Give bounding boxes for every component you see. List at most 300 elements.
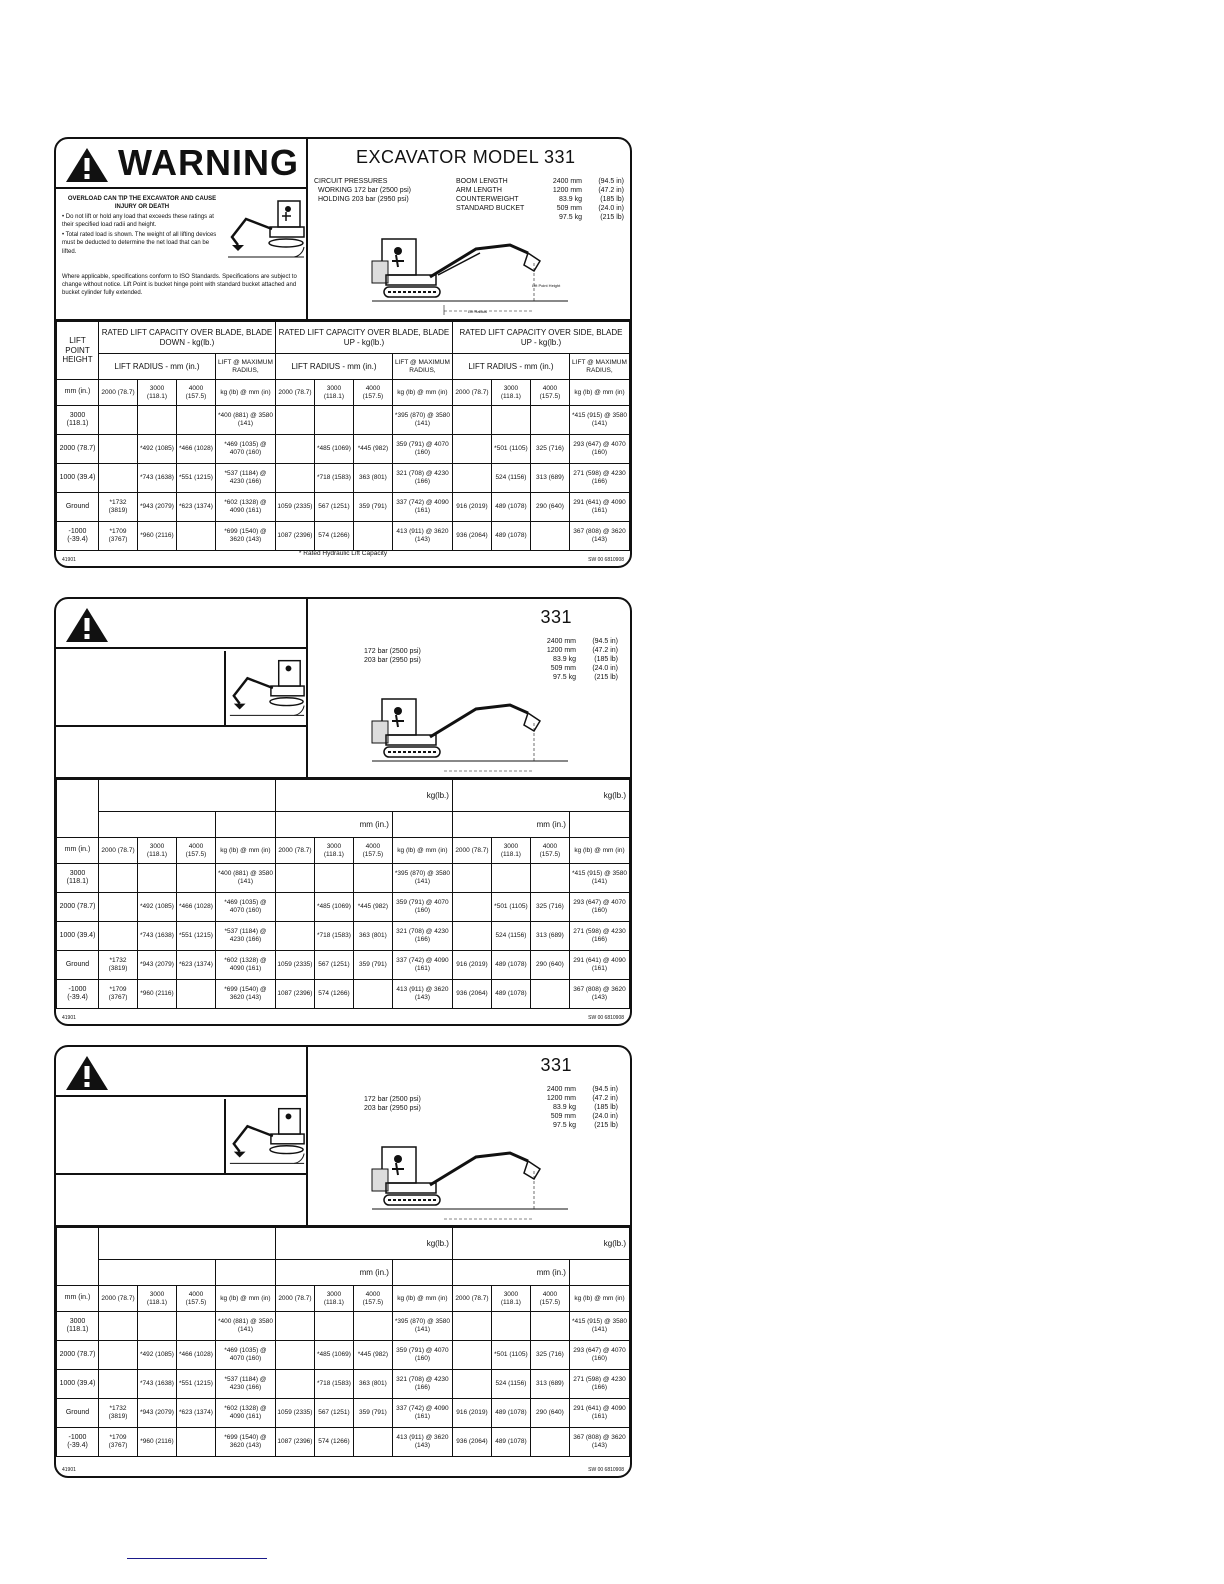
unit-cell: 2000 (78.7) <box>452 1286 491 1312</box>
lift-max-radius-header <box>215 1260 275 1286</box>
excavator-diagram <box>368 231 574 317</box>
capacity-cell: 574 (1266) <box>314 1428 353 1457</box>
spec-imperial: (94.5 in) <box>592 638 618 645</box>
group-header-over-side: kg(lb.) <box>452 1228 629 1260</box>
capacity-cell: *718 (1583) <box>314 464 353 493</box>
group-header-blade-down: RATED LIFT CAPACITY OVER BLADE, BLADE DOWN - kg(lb.) <box>99 322 276 354</box>
part-code-left: 41901 <box>62 1467 76 1473</box>
capacity-cell: *469 (1035) @ 4070 (160) <box>215 435 275 464</box>
capacity-cell <box>452 406 491 435</box>
warning-banner <box>56 1047 306 1097</box>
capacity-cell: 359 (791) <box>353 1399 392 1428</box>
spec-imperial: (185 lb) <box>594 656 618 664</box>
height-cell: 3000 (118.1) <box>57 1312 99 1341</box>
unit-cell: 3000 (118.1) <box>491 1286 530 1312</box>
iso-notice: Where applicable, specifications conform to ISO Standards. Specifications are subject to change without notice. Lift Point is bucket hinge point with standard bucket attached and bucket cylinder fully extended. <box>62 274 297 297</box>
model-number: 331 <box>540 1055 572 1075</box>
capacity-cell <box>99 893 138 922</box>
lift-point-height-label: Lift Point Height <box>532 283 561 288</box>
capacity-cell: *445 (982) <box>353 893 392 922</box>
lift-radius-header: LIFT RADIUS - mm (in.) <box>275 354 392 380</box>
capacity-cell: *1732 (3819) <box>99 951 138 980</box>
blank-divider <box>56 725 306 727</box>
circuit-pressures <box>314 177 411 204</box>
capacity-cell: 567 (1251) <box>314 493 353 522</box>
excavator-diagram <box>368 691 574 777</box>
capacity-cell: *469 (1035) @ 4070 (160) <box>215 893 275 922</box>
capacity-cell: *537 (1184) @ 4230 (166) <box>215 464 275 493</box>
capacity-cell <box>530 864 569 893</box>
capacity-cell: 359 (791) <box>353 493 392 522</box>
spec-metric: 1200 mm <box>546 1095 576 1103</box>
warning-panel <box>56 599 308 777</box>
capacity-cell: *602 (1328) @ 4090 (161) <box>215 951 275 980</box>
lift-point-height-header <box>57 780 99 838</box>
capacity-cell: 489 (1078) <box>491 522 530 551</box>
circuit-pressures-heading: CIRCUIT PRESSURES <box>314 178 388 185</box>
height-cell: 3000 (118.1) <box>57 864 99 893</box>
decal-footer <box>62 1011 624 1021</box>
capacity-cell: 413 (911) @ 3620 (143) <box>392 1428 452 1457</box>
table-row <box>57 1399 630 1428</box>
spec-imperial: (47.2 in) <box>598 187 624 195</box>
height-unit-cell: mm (in.) <box>57 380 99 406</box>
height-cell: Ground <box>57 951 99 980</box>
decal-header <box>56 139 630 321</box>
capacity-cell: 337 (742) @ 4090 (161) <box>392 951 452 980</box>
height-cell: 2000 (78.7) <box>57 435 99 464</box>
spec-imperial: (24.0 in) <box>592 1113 618 1121</box>
spec-metric: 83.9 kg <box>553 656 576 664</box>
table-row <box>57 435 630 464</box>
capacity-cell: *743 (1638) <box>137 922 176 951</box>
part-code-right: SW 00 6810908 <box>588 1015 624 1021</box>
warning-panel <box>56 139 308 319</box>
capacity-cell <box>452 435 491 464</box>
lift-radius-header: mm (in.) <box>275 1260 392 1286</box>
spec-label: COUNTERWEIGHT <box>456 196 519 204</box>
capacity-cell: 524 (1156) <box>491 1370 530 1399</box>
unit-cell: 2000 (78.7) <box>275 838 314 864</box>
capacity-cell: 1059 (2335) <box>275 951 314 980</box>
capacity-cell: *1709 (3767) <box>99 980 138 1009</box>
capacity-cell: 271 (598) @ 4230 (166) <box>569 464 629 493</box>
capacity-cell <box>99 435 138 464</box>
decal-header <box>56 599 630 779</box>
capacity-cell: *960 (2116) <box>137 980 176 1009</box>
capacity-cell <box>314 864 353 893</box>
unit-cell: 2000 (78.7) <box>452 838 491 864</box>
capacity-cell: 574 (1266) <box>314 980 353 1009</box>
group-header-over-side: RATED LIFT CAPACITY OVER SIDE, BLADE UP - kg(lb.) <box>452 322 629 354</box>
warning-word: WARNING <box>118 142 299 183</box>
part-code-right: SW 00 6810908 <box>588 557 624 563</box>
capacity-cell: *400 (881) @ 3580 (141) <box>215 864 275 893</box>
capacity-cell <box>452 464 491 493</box>
height-cell: -1000 (-39.4) <box>57 1428 99 1457</box>
capacity-cell: *485 (1069) <box>314 893 353 922</box>
group-header-blade-up: kg(lb.) <box>275 780 452 812</box>
capacity-cell: 489 (1078) <box>491 493 530 522</box>
capacity-cell: *485 (1069) <box>314 435 353 464</box>
overload-heading: OVERLOAD CAN TIP THE EXCAVATOR AND CAUSE INJURY OR DEATH <box>67 196 217 211</box>
capacity-cell <box>353 864 392 893</box>
lift-radius-header: mm (in.) <box>275 812 392 838</box>
warning-triangle-icon <box>64 146 110 184</box>
unit-cell: kg (lb) @ mm (in) <box>392 838 452 864</box>
capacity-cell: *743 (1638) <box>137 1370 176 1399</box>
group-header-blade-down <box>99 780 276 812</box>
spec-label: ARM LENGTH <box>456 187 502 195</box>
blank-divider <box>56 1173 306 1175</box>
capacity-cell: 489 (1078) <box>491 1428 530 1457</box>
capacity-cell: *501 (1105) <box>491 435 530 464</box>
unit-cell: 4000 (157.5) <box>176 1286 215 1312</box>
lift-radius-header <box>99 812 216 838</box>
capacity-cell: 321 (708) @ 4230 (166) <box>392 922 452 951</box>
height-cell: Ground <box>57 493 99 522</box>
capacity-cell <box>275 406 314 435</box>
capacity-cell: 313 (689) <box>530 1370 569 1399</box>
capacity-cell: *602 (1328) @ 4090 (161) <box>215 1399 275 1428</box>
spec-imperial: (215 lb) <box>594 674 618 682</box>
unit-row <box>57 380 630 406</box>
capacity-cell <box>99 406 138 435</box>
capacity-cell: *466 (1028) <box>176 435 215 464</box>
decal-footer <box>62 550 624 563</box>
capacity-cell: 567 (1251) <box>314 1399 353 1428</box>
unit-cell: 3000 (118.1) <box>314 380 353 406</box>
capacity-cell <box>176 1312 215 1341</box>
capacity-cell <box>275 922 314 951</box>
lift-point-height-header <box>57 1228 99 1286</box>
capacity-cell <box>530 406 569 435</box>
spec-panel <box>310 599 630 777</box>
warning-text <box>62 195 222 256</box>
spec-label: BOOM LENGTH <box>456 178 508 185</box>
capacity-cell <box>314 406 353 435</box>
unit-cell: 4000 (157.5) <box>530 380 569 406</box>
table-row <box>57 980 630 1009</box>
capacity-cell: 916 (2019) <box>452 951 491 980</box>
capacity-cell <box>275 1370 314 1399</box>
capacity-cell: 489 (1078) <box>491 951 530 980</box>
group-header-blade-down <box>99 1228 276 1260</box>
unit-cell: 3000 (118.1) <box>137 838 176 864</box>
lift-radius-header: mm (in.) <box>452 1260 569 1286</box>
group-header-over-side: kg(lb.) <box>452 780 629 812</box>
capacity-cell: 325 (716) <box>530 435 569 464</box>
capacity-cell: *1709 (3767) <box>99 522 138 551</box>
spec-metric: 83.9 kg <box>559 196 582 204</box>
unit-cell: 3000 (118.1) <box>137 380 176 406</box>
warning-banner <box>56 599 306 649</box>
capacity-cell: 413 (911) @ 3620 (143) <box>392 980 452 1009</box>
capacity-cell <box>176 406 215 435</box>
capacity-cell: *445 (982) <box>353 1341 392 1370</box>
spec-imperial: (24.0 in) <box>598 205 624 213</box>
spec-metric: 2400 mm <box>546 1086 576 1093</box>
capacity-cell <box>314 1312 353 1341</box>
capacity-cell: *699 (1540) @ 3620 (143) <box>215 1428 275 1457</box>
capacity-cell: *551 (1215) <box>176 1370 215 1399</box>
capacity-cell: 321 (708) @ 4230 (166) <box>392 1370 452 1399</box>
capacity-cell <box>137 406 176 435</box>
capacity-cell: 1087 (2396) <box>275 522 314 551</box>
lift-max-radius-header: LIFT @ MAXIMUM RADIUS, <box>392 354 452 380</box>
capacity-cell: 293 (647) @ 4070 (160) <box>569 893 629 922</box>
unit-cell: kg (lb) @ mm (in) <box>215 838 275 864</box>
footnote: * Rated Hydraulic Lift Capacity <box>298 550 388 557</box>
unit-cell: 4000 (157.5) <box>353 838 392 864</box>
table-row <box>57 464 630 493</box>
working-pressure: 172 bar (2500 psi) <box>364 1096 421 1103</box>
capacity-cell: *960 (2116) <box>137 1428 176 1457</box>
capacity-cell: *1732 (3819) <box>99 493 138 522</box>
table-row <box>57 1312 630 1341</box>
capacity-cell: 293 (647) @ 4070 (160) <box>569 1341 629 1370</box>
capacity-cell <box>452 1312 491 1341</box>
unit-cell: 2000 (78.7) <box>275 380 314 406</box>
lift-capacity-table <box>56 321 630 551</box>
capacity-cell: *602 (1328) @ 4090 (161) <box>215 493 275 522</box>
dimension-specs <box>456 177 624 222</box>
capacity-cell: 359 (791) @ 4070 (160) <box>392 435 452 464</box>
warning-panel <box>56 1047 308 1225</box>
unit-cell: kg (lb) @ mm (in) <box>569 380 629 406</box>
warning-bullet: • Do not lift or hold any load that exceeds these ratings at their specified load radii and height. <box>62 214 214 229</box>
unit-cell: 3000 (118.1) <box>314 1286 353 1312</box>
capacity-cell <box>452 922 491 951</box>
spec-metric: 2400 mm <box>552 178 582 185</box>
capacity-cell <box>491 1312 530 1341</box>
capacity-cell: *623 (1374) <box>176 493 215 522</box>
capacity-cell: 290 (640) <box>530 1399 569 1428</box>
capacity-cell: *623 (1374) <box>176 951 215 980</box>
unit-cell: 2000 (78.7) <box>99 380 138 406</box>
capacity-cell: *445 (982) <box>353 435 392 464</box>
lift-radius-header: LIFT RADIUS - mm (in.) <box>99 354 216 380</box>
capacity-cell: 936 (2064) <box>452 1428 491 1457</box>
capacity-cell: *492 (1085) <box>137 1341 176 1370</box>
tipping-excavator-icon <box>224 651 308 725</box>
lift-capacity-table <box>56 1227 630 1457</box>
spec-label <box>456 213 540 222</box>
lift-max-radius-header <box>392 812 452 838</box>
tipping-excavator-icon <box>224 1099 308 1173</box>
capacity-cell: *501 (1105) <box>491 1341 530 1370</box>
capacity-cell: 293 (647) @ 4070 (160) <box>569 435 629 464</box>
capacity-cell <box>176 1428 215 1457</box>
table-row <box>57 1428 630 1457</box>
height-cell: 2000 (78.7) <box>57 1341 99 1370</box>
capacity-cell: 290 (640) <box>530 951 569 980</box>
capacity-cell: *395 (870) @ 3580 (141) <box>392 1312 452 1341</box>
table-row <box>57 406 630 435</box>
table-row <box>57 951 630 980</box>
capacity-cell: *551 (1215) <box>176 922 215 951</box>
spec-metric: 1200 mm <box>552 187 582 195</box>
capacity-cell: 363 (801) <box>353 464 392 493</box>
capacity-cell: *466 (1028) <box>176 1341 215 1370</box>
capacity-cell <box>275 893 314 922</box>
capacity-cell: 325 (716) <box>530 1341 569 1370</box>
capacity-cell: *466 (1028) <box>176 893 215 922</box>
warning-triangle-icon <box>64 1054 110 1092</box>
spec-imperial: (185 lb) <box>594 1104 618 1112</box>
spec-metric: 509 mm <box>550 1113 576 1121</box>
capacity-cell: 291 (641) @ 4090 (161) <box>569 1399 629 1428</box>
capacity-cell: *718 (1583) <box>314 1370 353 1399</box>
unit-row <box>57 1286 630 1312</box>
spec-metric: 1200 mm <box>546 647 576 655</box>
capacity-cell <box>353 980 392 1009</box>
capacity-cell: 337 (742) @ 4090 (161) <box>392 1399 452 1428</box>
capacity-cell: *469 (1035) @ 4070 (160) <box>215 1341 275 1370</box>
holding-pressure: 203 bar (2950 psi) <box>364 1105 421 1113</box>
capacity-cell <box>176 980 215 1009</box>
height-cell: 1000 (39.4) <box>57 922 99 951</box>
spec-metric: 509 mm <box>556 205 582 213</box>
unit-cell: 3000 (118.1) <box>491 838 530 864</box>
capacity-cell: 367 (808) @ 3620 (143) <box>569 980 629 1009</box>
spec-imperial: (47.2 in) <box>592 1095 618 1103</box>
unit-cell: 4000 (157.5) <box>530 1286 569 1312</box>
spec-imperial: (94.5 in) <box>598 178 624 185</box>
capacity-cell: 367 (808) @ 3620 (143) <box>569 522 629 551</box>
capacity-cell <box>353 1428 392 1457</box>
capacity-cell: 524 (1156) <box>491 464 530 493</box>
capacity-cell: *395 (870) @ 3580 (141) <box>392 406 452 435</box>
spec-panel <box>310 139 630 319</box>
height-cell: -1000 (-39.4) <box>57 522 99 551</box>
height-cell: 3000 (118.1) <box>57 406 99 435</box>
capacity-cell <box>452 1341 491 1370</box>
capacity-cell: 489 (1078) <box>491 1399 530 1428</box>
capacity-cell: *699 (1540) @ 3620 (143) <box>215 522 275 551</box>
decal-header <box>56 1047 630 1227</box>
unit-cell: 2000 (78.7) <box>99 1286 138 1312</box>
height-unit-cell: mm (in.) <box>57 838 99 864</box>
capacity-cell: 271 (598) @ 4230 (166) <box>569 1370 629 1399</box>
capacity-cell <box>275 864 314 893</box>
unit-cell: 3000 (118.1) <box>137 1286 176 1312</box>
unit-cell: 4000 (157.5) <box>176 380 215 406</box>
unit-cell: 2000 (78.7) <box>99 838 138 864</box>
capacity-cell: *551 (1215) <box>176 464 215 493</box>
height-cell: Ground <box>57 1399 99 1428</box>
capacity-cell: *743 (1638) <box>137 464 176 493</box>
capacity-cell: 916 (2019) <box>452 1399 491 1428</box>
capacity-cell: 567 (1251) <box>314 951 353 980</box>
lift-capacity-table <box>56 779 630 1009</box>
capacity-cell: 325 (716) <box>530 893 569 922</box>
capacity-cell: 363 (801) <box>353 922 392 951</box>
capacity-cell <box>275 1341 314 1370</box>
capacity-cell: *537 (1184) @ 4230 (166) <box>215 922 275 951</box>
capacity-cell <box>99 464 138 493</box>
height-cell: 2000 (78.7) <box>57 893 99 922</box>
capacity-cell <box>452 1370 491 1399</box>
table-row <box>57 893 630 922</box>
spec-imperial: (24.0 in) <box>592 665 618 673</box>
capacity-cell: 291 (641) @ 4090 (161) <box>569 493 629 522</box>
capacity-cell: 936 (2064) <box>452 980 491 1009</box>
decal-footer <box>62 1463 624 1473</box>
tipping-excavator-icon <box>224 193 308 265</box>
excavator-diagram <box>368 1139 574 1225</box>
part-code-left: 41901 <box>62 1015 76 1021</box>
part-code-right: SW 00 6810908 <box>588 1467 624 1473</box>
capacity-cell: 291 (641) @ 4090 (161) <box>569 951 629 980</box>
lift-radius-header: LIFT RADIUS - mm (in.) <box>452 354 569 380</box>
unit-cell: kg (lb) @ mm (in) <box>215 1286 275 1312</box>
warning-decal-blank <box>54 1045 632 1478</box>
capacity-cell: *718 (1583) <box>314 922 353 951</box>
capacity-cell: 359 (791) @ 4070 (160) <box>392 893 452 922</box>
capacity-cell <box>275 1312 314 1341</box>
capacity-cell <box>530 980 569 1009</box>
capacity-cell: 489 (1078) <box>491 980 530 1009</box>
lift-radius-label: Lift Radius <box>468 309 487 314</box>
lift-max-radius-header <box>215 812 275 838</box>
capacity-cell <box>99 1341 138 1370</box>
warning-decal-full <box>54 137 632 568</box>
model-number: 331 <box>540 607 572 627</box>
spec-metric: 509 mm <box>550 665 576 673</box>
capacity-cell: 367 (808) @ 3620 (143) <box>569 1428 629 1457</box>
group-header-blade-up: kg(lb.) <box>275 1228 452 1260</box>
capacity-cell: 313 (689) <box>530 464 569 493</box>
capacity-cell: 359 (791) <box>353 951 392 980</box>
capacity-cell: 337 (742) @ 4090 (161) <box>392 493 452 522</box>
capacity-cell <box>137 1312 176 1341</box>
capacity-cell: 1059 (2335) <box>275 493 314 522</box>
capacity-cell: *1732 (3819) <box>99 1399 138 1428</box>
holding-pressure: 203 bar (2950 psi) <box>364 657 421 665</box>
capacity-cell: 916 (2019) <box>452 493 491 522</box>
spec-imperial: (215 lb) <box>594 1122 618 1130</box>
spec-metric: 97.5 kg <box>553 1122 576 1130</box>
capacity-cell <box>99 1370 138 1399</box>
unit-cell: 4000 (157.5) <box>530 838 569 864</box>
unit-cell: kg (lb) @ mm (in) <box>569 838 629 864</box>
lift-max-radius-header: LIFT @ MAXIMUM RADIUS, <box>215 354 275 380</box>
capacity-cell <box>353 1312 392 1341</box>
capacity-cell <box>530 522 569 551</box>
working-pressure: 172 bar (2500 psi) <box>364 648 421 655</box>
capacity-cell: *485 (1069) <box>314 1341 353 1370</box>
circuit-pressures <box>364 647 421 665</box>
capacity-cell: *623 (1374) <box>176 1399 215 1428</box>
lift-max-radius-header <box>392 1260 452 1286</box>
capacity-cell: 1087 (2396) <box>275 980 314 1009</box>
capacity-cell <box>452 893 491 922</box>
spec-metric: 2400 mm <box>546 638 576 645</box>
capacity-cell: 290 (640) <box>530 493 569 522</box>
capacity-cell: *943 (2079) <box>137 951 176 980</box>
model-title: EXCAVATOR MODEL 331 <box>356 147 576 167</box>
capacity-cell: 359 (791) @ 4070 (160) <box>392 1341 452 1370</box>
capacity-cell: *395 (870) @ 3580 (141) <box>392 864 452 893</box>
circuit-pressures <box>364 1095 421 1113</box>
capacity-cell <box>491 406 530 435</box>
capacity-cell: 574 (1266) <box>314 522 353 551</box>
page-rule <box>127 1558 267 1559</box>
unit-cell: 2000 (78.7) <box>275 1286 314 1312</box>
capacity-cell: *501 (1105) <box>491 893 530 922</box>
spec-imperial: (94.5 in) <box>592 1086 618 1093</box>
